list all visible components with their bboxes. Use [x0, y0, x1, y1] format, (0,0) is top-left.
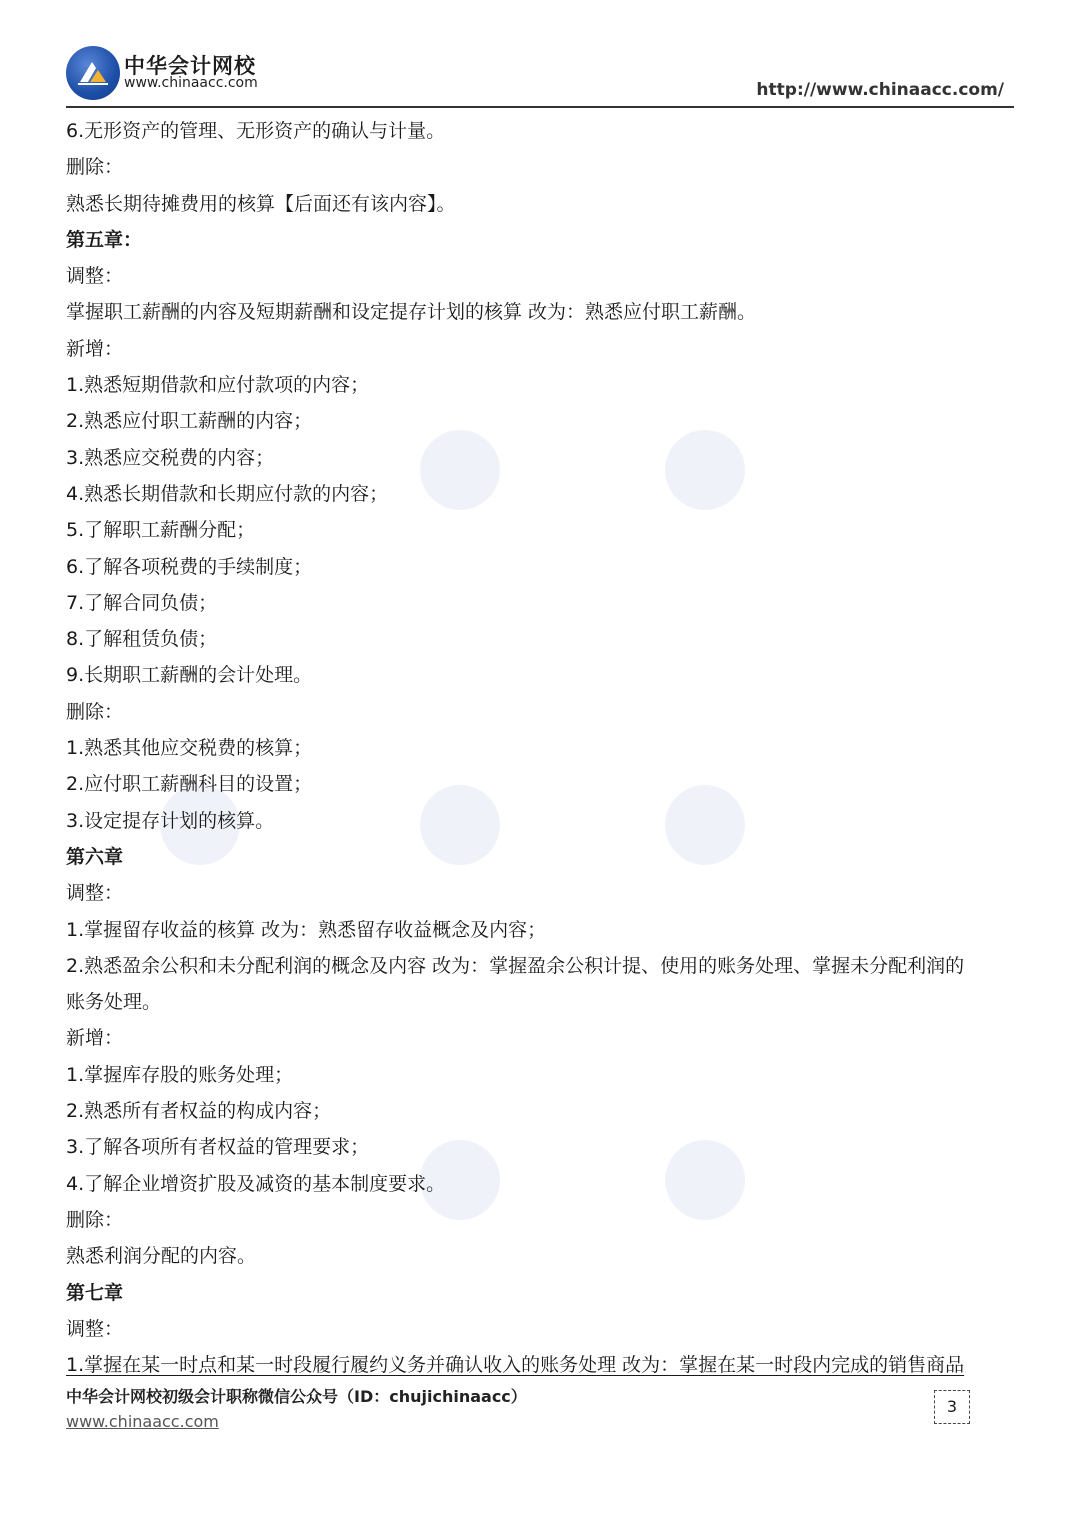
text-line: 新增：: [66, 1027, 124, 1050]
text-line: 6.无形资产的管理、无形资产的确认与计量。: [66, 120, 446, 142]
text-line: 1.掌握库存股的账务处理；: [66, 1063, 294, 1086]
brand-name: 中华会计网校: [124, 54, 256, 78]
page-header: [66, 40, 1014, 108]
text-line: 删除：: [66, 156, 124, 179]
text-line: 2.熟悉所有者权益的构成内容；: [66, 1100, 332, 1123]
text-line: 1.熟悉其他应交税费的核算；: [66, 737, 313, 760]
text-line: 2.熟悉盈余公积和未分配利润的概念及内容 改为：掌握盈余公积计提、使用的账务处理、掌握未分配利润的: [66, 954, 965, 977]
text-line: 调整：: [66, 1317, 124, 1340]
text-line: 新增：: [66, 337, 124, 360]
text-line: 1.掌握留存收益的核算 改为：熟悉留存收益概念及内容；: [66, 918, 547, 941]
text-line: 2.熟悉应付职工薪酬的内容；: [66, 410, 313, 433]
footer-url-link[interactable]: www.chinaacc.com: [66, 1412, 219, 1431]
text-line: 账务处理。: [66, 991, 162, 1014]
page-number: 3: [934, 1390, 970, 1424]
text-line: 调整：: [66, 265, 124, 288]
brand-url: www.chinaacc.com: [124, 75, 258, 91]
site-url-link[interactable]: http://www.chinaacc.com/: [756, 80, 1004, 100]
text-line: 4.了解企业增资扩股及减资的基本制度要求。: [66, 1172, 446, 1195]
text-line: 9.长期职工薪酬的会计处理。: [66, 664, 313, 687]
section-heading: 第五章：: [66, 228, 143, 251]
section-heading: 第六章: [66, 845, 124, 868]
text-line: 3.了解各项所有者权益的管理要求；: [66, 1136, 370, 1159]
text-line: 掌握职工薪酬的内容及短期薪酬和设定提存计划的核算 改为：熟悉应付职工薪酬。: [66, 301, 757, 324]
text-line: 熟悉利润分配的内容。: [66, 1245, 257, 1268]
text-line: 3.熟悉应交税费的内容；: [66, 446, 275, 469]
text-line: 4.熟悉长期借款和长期应付款的内容；: [66, 482, 389, 505]
chinaacc-logo-icon: [66, 46, 120, 100]
footer-title: 中华会计网校初级会计职称微信公众号（ID：chujichinaacc）: [66, 1387, 527, 1406]
text-line: 调整：: [66, 882, 124, 905]
document-body: [66, 113, 1016, 1383]
text-line: 删除：: [66, 700, 124, 723]
text-line: 7.了解合同负债；: [66, 591, 218, 614]
text-line: 3.设定提存计划的核算。: [66, 809, 275, 832]
header-divider: [66, 106, 1014, 108]
text-line: 8.了解租赁负债；: [66, 628, 218, 651]
text-line: 6.了解各项税费的手续制度；: [66, 555, 313, 578]
text-line: 熟悉长期待摊费用的核算【后面还有该内容】。: [66, 192, 456, 215]
text-line: 1.掌握在某一时点和某一时段履行履约义务并确认收入的账务处理 改为：掌握在某一时段内完成的销售商品: [66, 1354, 965, 1377]
text-line: 删除：: [66, 1208, 124, 1231]
text-line: 5.了解职工薪酬分配；: [66, 519, 256, 542]
text-line: 1.熟悉短期借款和应付款项的内容；: [66, 374, 370, 397]
text-line: 2.应付职工薪酬科目的设置；: [66, 773, 313, 796]
section-heading: 第七章: [66, 1281, 124, 1304]
